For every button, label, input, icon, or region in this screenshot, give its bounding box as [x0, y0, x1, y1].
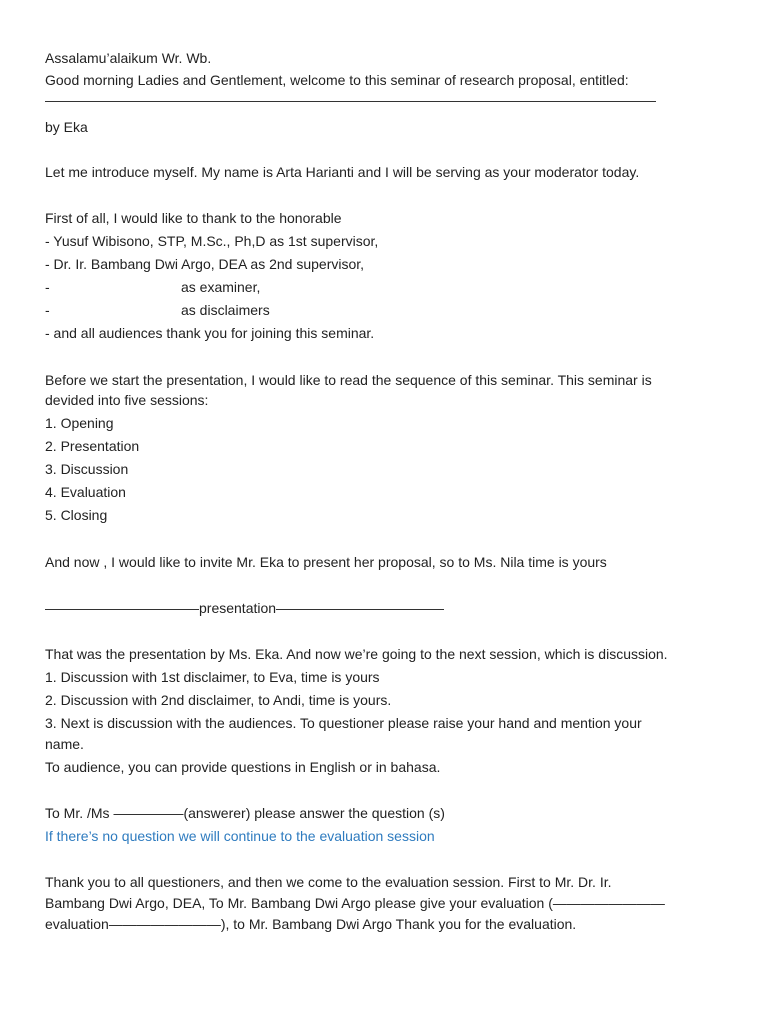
- thanks-intro: First of all, I would like to thank to the honorable: [45, 210, 342, 226]
- discussion-item-1: 1. Discussion with 1st disclaimer, to Eva, time is yours: [45, 669, 380, 685]
- title-blank-rule: [45, 101, 656, 102]
- thanks-item-4: [45, 302, 270, 318]
- thanks-item-3: [45, 279, 260, 295]
- greeting-line: Assalamu’alaikum Wr. Wb.: [45, 50, 212, 66]
- evaluation-line-1: Thank you to all questioners, and then we come to the evaluation session. First to Mr. Dr. Ir.: [45, 874, 612, 890]
- welcome-line: Good morning Ladies and Gentlement, welcome to this seminar of research proposal, entitled:: [45, 72, 629, 88]
- thanks-item-4-dash: -: [45, 302, 50, 318]
- audience-language-line: To audience, you can provide questions in English or in bahasa.: [45, 759, 441, 775]
- discussion-item-2: 2. Discussion with 2nd disclaimer, to Andi, time is yours.: [45, 692, 392, 708]
- thanks-item-5: - and all audiences thank you for joining this seminar.: [45, 325, 375, 341]
- session-item-2: 2. Presentation: [45, 438, 140, 454]
- session-item-1: 1. Opening: [45, 415, 114, 431]
- after-presentation-line: That was the presentation by Ms. Eka. And now we’re going to the next session, which is discussion.: [45, 646, 668, 662]
- presentation-divider: ———————————presentation————————————: [45, 600, 445, 616]
- session-item-3: 3. Discussion: [45, 461, 129, 477]
- thanks-item-3-text: as examiner,: [181, 279, 261, 295]
- intro-line: Let me introduce myself. My name is Arta Harianti and I will be serving as your moderator today.: [45, 164, 640, 180]
- discussion-item-3-cont: name.: [45, 736, 84, 752]
- session-item-4: 4. Evaluation: [45, 484, 126, 500]
- thanks-item-2: - Dr. Ir. Bambang Dwi Argo, DEA as 2nd supervisor,: [45, 256, 365, 272]
- by-line: by Eka: [45, 119, 88, 135]
- sequence-line-2: devided into five sessions:: [45, 392, 209, 408]
- evaluation-line-2: Bambang Dwi Argo, DEA, To Mr. Bambang Dwi Argo please give your evaluation (————————: [45, 895, 665, 911]
- sequence-line-1: Before we start the presentation, I would like to read the sequence of this seminar. This seminar is: [45, 372, 652, 388]
- discussion-item-3: 3. Next is discussion with the audiences. To questioner please raise your hand and mention your: [45, 715, 642, 731]
- thanks-item-1: - Yusuf Wibisono, STP, M.Sc., Ph,D as 1st supervisor,: [45, 233, 379, 249]
- evaluation-line-3: evaluation————————), to Mr. Bambang Dwi Argo Thank you for the evaluation.: [45, 916, 577, 932]
- session-item-5: 5. Closing: [45, 507, 108, 523]
- invite-line: And now , I would like to invite Mr. Eka to present her proposal, so to Ms. Nila time is yours: [45, 554, 607, 570]
- no-question-note: If there’s no question we will continue to the evaluation session: [45, 828, 435, 844]
- answerer-line: To Mr. /Ms —————(answerer) please answer the question (s): [45, 805, 445, 821]
- thanks-item-4-text: as disclaimers: [181, 302, 270, 318]
- thanks-item-3-dash: -: [45, 279, 50, 295]
